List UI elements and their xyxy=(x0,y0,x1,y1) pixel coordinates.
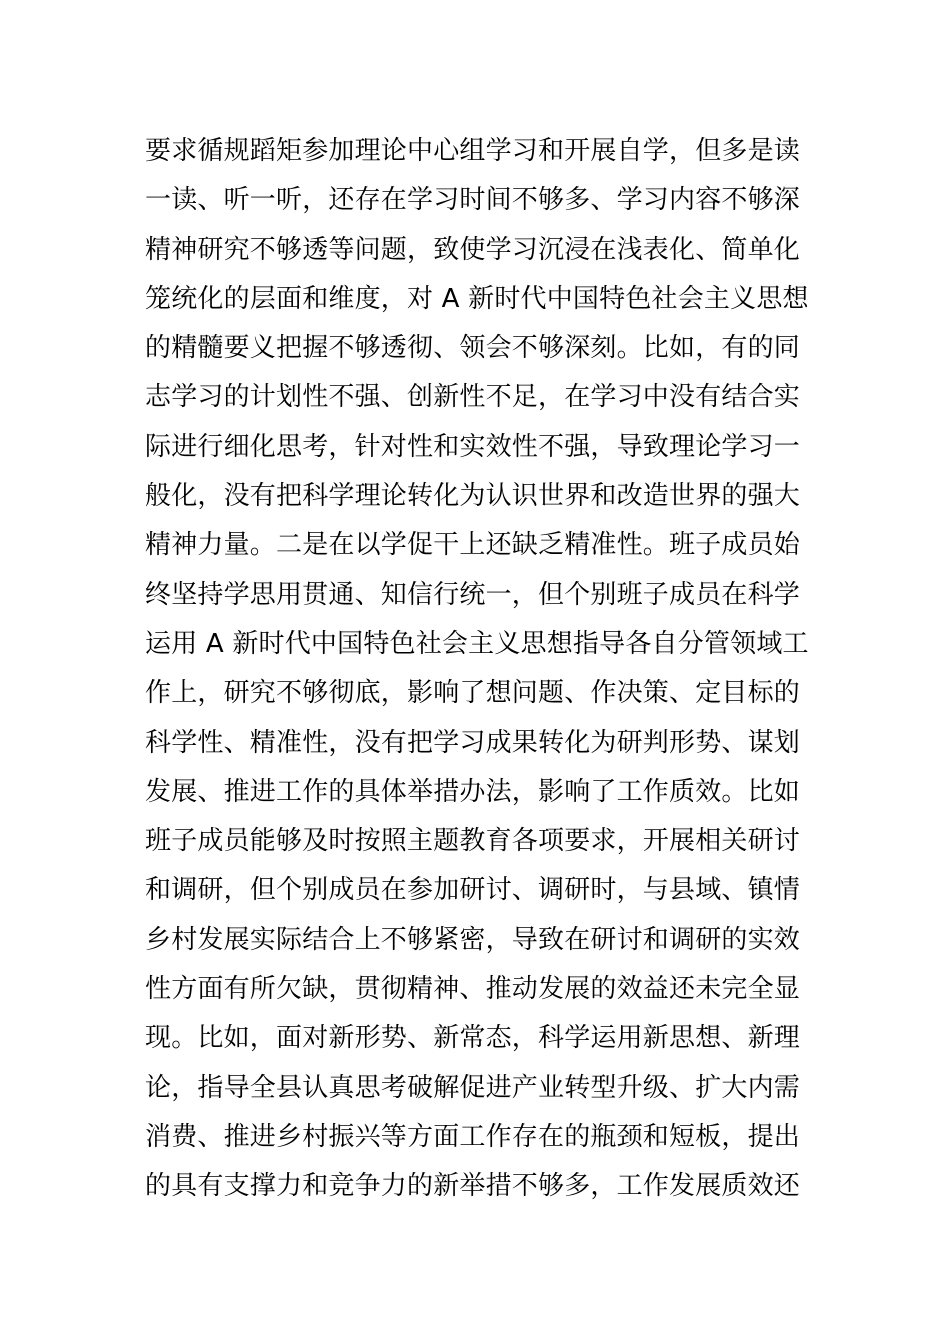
text-line: 消费、推进乡村振兴等方面工作存在的瓶颈和短板，提出 xyxy=(145,1121,801,1152)
text-line: 运用 A 新时代中国特色社会主义思想指导各自分管领域工 xyxy=(145,628,809,659)
text-line: 一读、听一听，还存在学习时间不够多、学习内容不够深 xyxy=(145,185,801,216)
text-line: 和调研，但个别成员在参加研讨、调研时，与县域、镇情 xyxy=(145,875,801,906)
text-line: 精神研究不够透等问题，致使学习沉浸在浅表化、简单化 xyxy=(145,234,801,265)
text-line: 志学习的计划性不强、创新性不足，在学习中没有结合实 xyxy=(145,382,801,413)
text-line: 的具有支撑力和竞争力的新举措不够多，工作发展质效还 xyxy=(145,1171,801,1202)
body-text xyxy=(145,127,810,1212)
text-line: 精神力量。二是在以学促干上还缺乏精准性。班子成员始 xyxy=(145,530,801,561)
text-line: 要求循规蹈矩参加理论中心组学习和开展自学，但多是读 xyxy=(145,136,801,166)
text-line: 终坚持学思用贯通、知信行统一，但个别班子成员在科学 xyxy=(145,579,801,610)
text-line: 乡村发展实际结合上不够紧密，导致在研讨和调研的实效 xyxy=(145,924,801,955)
text-line: 性方面有所欠缺，贯彻精神、推动发展的效益还未完全显 xyxy=(145,974,801,1005)
text-line: 笼统化的层面和维度，对 A 新时代中国特色社会主义思想 xyxy=(145,283,809,314)
text-line: 作上，研究不够彻底，影响了想问题、作决策、定目标的 xyxy=(145,678,801,709)
text-line: 际进行细化思考，针对性和实效性不强，导致理论学习一 xyxy=(145,431,801,462)
text-line: 般化，没有把科学理论转化为认识世界和改造世界的强大 xyxy=(145,481,801,512)
text-line: 班子成员能够及时按照主题教育各项要求，开展相关研讨 xyxy=(145,826,801,857)
text-line: 论，指导全县认真思考破解促进产业转型升级、扩大内需 xyxy=(145,1072,801,1103)
text-line: 的精髓要义把握不够透彻、领会不够深刻。比如，有的同 xyxy=(145,333,801,364)
text-line: 发展、推进工作的具体举措办法，影响了工作质效。比如 xyxy=(145,776,801,807)
text-line: 现。比如，面对新形势、新常态，科学运用新思想、新理 xyxy=(145,1023,801,1054)
text-line: 科学性、精准性，没有把学习成果转化为研判形势、谋划 xyxy=(145,727,801,758)
